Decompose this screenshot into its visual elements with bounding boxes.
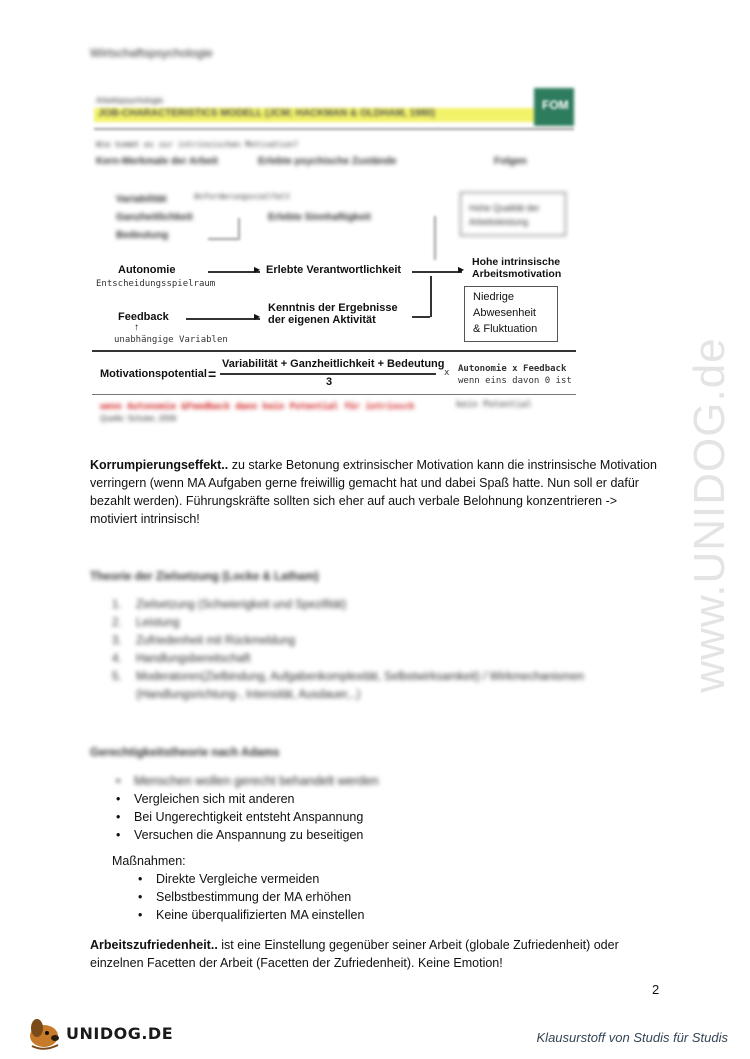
mp-denominator: 3 — [326, 376, 333, 388]
fraction-bar — [220, 373, 436, 375]
mp-numerator: Variabilität + Ganzheitlichkeit + Bedeutung — [222, 358, 445, 370]
mp-note: wenn eins davon 0 ist — [458, 376, 572, 386]
variabilitaet-label: Variabilität — [116, 194, 167, 205]
footer-tagline: Klausurstoff von Studis für Studis — [536, 1030, 728, 1045]
col-header-2: Erlebte psychische Zustände — [258, 156, 397, 167]
hohe-qualitaet-box: Hohe Qualität der Arbeitsleistung — [460, 192, 566, 236]
ganzheitlichkeit-label: Ganzheitlichkeit — [116, 212, 193, 223]
list-item: 2. Leistung — [112, 617, 180, 629]
page-number: 2 — [652, 982, 660, 997]
unabhaengige-note: unabhängige Variablen — [114, 335, 228, 345]
dog-icon — [22, 1014, 66, 1050]
unidog-logo — [22, 1014, 192, 1050]
entscheidung-note: Entscheidungsspielraum — [96, 279, 216, 289]
korrumpierung-term: Korrumpierungseffekt.. — [90, 458, 229, 472]
kein-potential: kein Potential — [456, 400, 532, 410]
list-item: • Menschen wollen gerecht behandelt werden — [112, 772, 612, 790]
diagram-subtitle: Arbeitspsychologie — [96, 96, 164, 105]
diagram-title: JOB-CHARACTERISTICS MODELL (JCM; HACKMAN & OLDHAM, 1980) — [98, 108, 436, 119]
korrumpierung-paragraph — [90, 456, 660, 528]
verantwortung-label: Erlebte Verantwortlichkeit — [266, 264, 402, 276]
sinnhaftigkeit-label: Erlebte Sinnhaftigkeit — [268, 212, 371, 223]
list-item: • Versuchen die Anspannung zu beseitigen — [112, 826, 612, 844]
watermark — [685, 300, 734, 720]
massnahmen-label: Maßnahmen: — [112, 854, 186, 868]
korrumpierung-text: zu starke Betonung extrinsischer Motivation kann die instrinsische Motivation verringern (wenn MA Aufgaben gerne freiwillig gemacht hat und dabei Spaß hatte. Nun soll er dafür bezahlt werden). Führungskräfte sollten sich eher auf auch verbale Belohnung konzentrieren -> motiviert intrinsisch! — [90, 458, 657, 526]
feedback-label: Feedback — [118, 311, 169, 323]
arbeitszufriedenheit-paragraph — [90, 936, 660, 972]
list-item: • Selbstbestimmung der MA erhöhen — [134, 888, 614, 906]
zielsetzung-list — [112, 596, 652, 704]
bedeutung-label: Bedeutung — [116, 230, 169, 241]
list-item: 3. Zufriedenheit mit Rückmeldung — [112, 635, 296, 647]
connector-v — [434, 216, 436, 260]
arrow-verantwortung — [412, 271, 462, 273]
arbeitszufriedenheit-term: Arbeitszufriedenheit.. — [90, 938, 218, 952]
bracket-line — [208, 238, 238, 240]
list-item: • Bei Ungerechtigkeit entsteht Anspannung — [112, 808, 612, 826]
watermark-text: www.UNIDOG.de — [685, 337, 734, 693]
list-item: • Vergleichen sich mit anderen — [112, 790, 612, 808]
divider-line-2 — [92, 394, 576, 395]
diagram-hint: Wie kommt es zur intrinsischen Motivation? — [96, 140, 299, 149]
list-item: 5. Moderatoren(Zielbindung, Aufgabenkomplexität, Selbstwirksamkeit) / Wirkmechanismen (Handlungsrichtung-, Intensität, Ausdauer,..) — [112, 671, 585, 701]
list-item: • Direkte Vergleiche vermeiden — [134, 870, 614, 888]
arrow-autonomie — [208, 271, 260, 273]
gerechtigkeit-list — [112, 772, 612, 844]
gerechtigkeit-heading: Gerechtigkeitstheorie nach Adams — [90, 747, 280, 759]
footer-logo-text: UNIDOG.DE — [66, 1024, 174, 1043]
arrow-feedback — [186, 318, 260, 320]
title-underline — [94, 128, 574, 130]
mp-label: Motivationspotential — [100, 368, 207, 380]
bracket-line-v — [238, 218, 240, 240]
divider-line — [92, 350, 576, 352]
kenntnis-label-1: Kenntnis der Ergebnisse — [268, 302, 398, 314]
massnahmen-list — [134, 870, 614, 924]
niedrige-box: Niedrige Abwesenheit & Fluktuation — [464, 286, 558, 342]
hohe-motivation-label: Hohe intrinsische Arbeitsmotivation — [472, 256, 562, 280]
autonomie-label: Autonomie — [118, 264, 176, 276]
zielsetzung-heading: Theorie der Zielsetzung (Locke & Latham) — [90, 571, 319, 583]
connector-k — [412, 316, 430, 318]
col-header-3: Folgen — [494, 156, 527, 167]
mp-right: Autonomie x Feedback — [458, 364, 567, 374]
variabilitaet-note: Anforderungsvielfalt — [194, 192, 291, 201]
page-header: Wirtschaftspsychologie — [90, 46, 213, 60]
list-item: • Keine überqualifizierten MA einstellen — [134, 906, 614, 924]
red-note: wenn Autonomie &Feedback dann kein Potential für intrinsch — [100, 402, 415, 412]
list-item: 1. Zielsetzung (Schwierigkeit und Spezifität) — [112, 599, 347, 611]
fom-logo-text: FOM — [542, 98, 569, 112]
connector-k-v — [430, 276, 432, 317]
list-item: 4. Handlungsbereitschaft — [112, 653, 251, 665]
col-header-1: Kern-Merkmale der Arbeit — [96, 156, 218, 167]
jcm-diagram: Arbeitspsychologie JOB-CHARACTERISTICS MODELL (JCM; HACKMAN & OLDHAM, 1980) FOM Wie kommt es zur intrinsischen Motivation? Kern-Merkmale der Arbeit Erlebte psychische Zustände Folgen Variabilität Anforderungsvielfalt Ganzheitlichkeit Bedeutung Erlebte Sinnhaftigkeit Hohe Qualität der Arbeitsleistung Autonomie Entscheidungsspielraum ▶ Erlebte Verantwortlichkeit ▶ Hohe intrinsische Arbeitsmotivation Niedrige Abwesenheit & Fluktuation Feedback ↑ unabhängige Variablen ▶ Kenntnis der Ergebnisse der eigenen Aktivität Motivationspotential = Variabilität + Ganzheitlichkeit + Bedeutung 3 x Autonomie x Feedback wenn eins davon 0 ist wenn Autonomie &Feedback dann kein Potential für intrinsch kein Potential Quelle: Schuler, 2006 — [90, 88, 580, 418]
arbeitszufriedenheit-text: ist eine Einstellung gegenüber seiner Arbeit (globale Zufriedenheit) oder einzelnen Facetten der Arbeit (Facetten der Zufriedenheit). Keine Emotion! — [90, 938, 619, 970]
kenntnis-label-2: der eigenen Aktivität — [268, 314, 376, 326]
source-note: Quelle: Schuler, 2006 — [100, 414, 177, 423]
